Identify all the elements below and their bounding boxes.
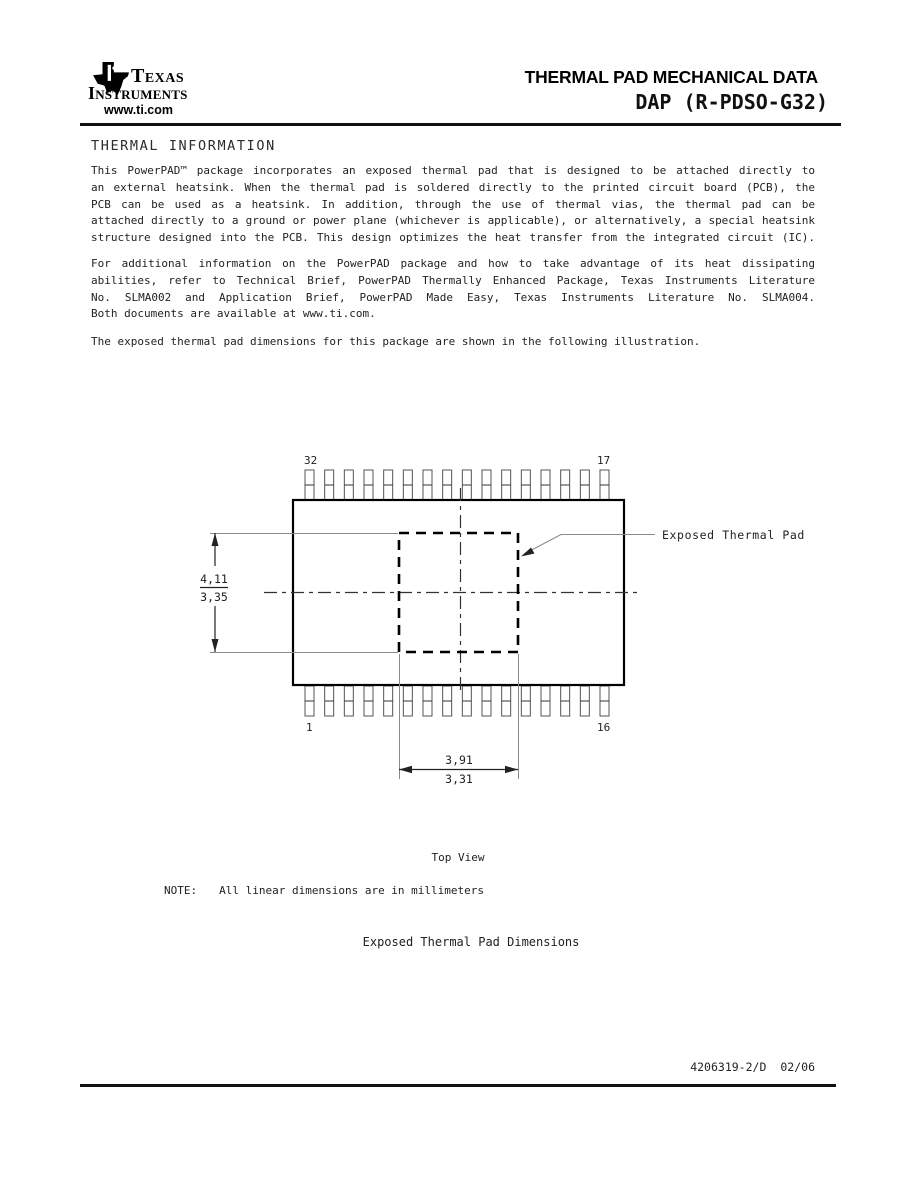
paragraph-line: This PowerPAD™ package incorporates an exposed thermal pad that is designed to be attached directly to: [91, 164, 815, 177]
note-label: NOTE:: [164, 884, 198, 897]
section-heading: THERMAL INFORMATION: [91, 138, 276, 154]
paragraph-line: PCB can be used as a heatsink. In addition, through the use of thermal vias, the thermal pad can be: [91, 197, 815, 211]
pin-label-bottom-right: 16: [597, 721, 611, 734]
horizontal-dim-min: 3,31: [445, 772, 473, 786]
page-title: THERMAL PAD MECHANICAL DATA: [524, 67, 818, 87]
note-text: All linear dimensions are in millimeters: [219, 884, 485, 897]
bottom-pin-row: [305, 686, 609, 716]
paragraph-thermal-pad: [91, 163, 815, 247]
logo-url: www.ti.com: [104, 103, 173, 117]
horizontal-dimension: [399, 753, 518, 786]
view-label: Top View: [431, 851, 485, 864]
pin-label-bottom-left: 1: [306, 721, 313, 734]
paragraph-line: Both documents are available at www.ti.com.: [91, 307, 376, 321]
logo-brand-top: Texas: [131, 65, 185, 87]
paragraph-illustration-note: The exposed thermal pad dimensions for this package are shown in the following illustration.: [91, 335, 701, 348]
arrow-up-icon: [212, 533, 219, 546]
header-rule: [80, 123, 841, 126]
vertical-dim-min: 3,35: [200, 590, 228, 604]
figure-caption: Exposed Thermal Pad Dimensions: [362, 935, 580, 949]
top-pin-row: [305, 470, 609, 500]
pin-label-top-left: 32: [304, 454, 318, 467]
paragraph-line: For additional information on the PowerPAD package and how to take advantage of its heat dissipating: [91, 257, 815, 270]
drawing-note: [164, 884, 484, 897]
package-code: DAP (R-PDSO-G32): [635, 90, 828, 114]
paragraph-line: No. SLMA002 and Application Brief, PowerPAD Made Easy, Texas Instruments Literature No. SLMA004.: [91, 290, 815, 304]
arrow-down-icon: [212, 639, 219, 652]
document-number: [690, 1060, 815, 1074]
logo-brand-bottom: Instruments: [88, 83, 188, 103]
paragraph-additional-info: [91, 256, 815, 323]
footer-rule: [80, 1084, 836, 1087]
doc-date: 02/06: [780, 1060, 815, 1074]
horizontal-dim-max: 3,91: [445, 753, 473, 767]
doc-code: 4206319-2/D: [690, 1060, 767, 1074]
arrow-right-icon: [505, 766, 518, 773]
paragraph-line: structure designed into the PCB. This design optimizes the heat transfer from the integrated circuit (IC).: [91, 231, 815, 245]
pin-label-top-right: 17: [597, 454, 611, 467]
vertical-dim-max: 4,11: [200, 572, 228, 586]
pad-label: Exposed Thermal Pad: [662, 528, 805, 542]
paragraph-line: an external heatsink. When the thermal pad is soldered directly to the printed circuit board (PCB), the: [91, 180, 815, 194]
arrow-left-icon: [399, 766, 412, 773]
paragraph-line: abilities, refer to Technical Brief, PowerPAD Thermally Enhanced Package, Texas Instruments Literature: [91, 273, 815, 287]
vertical-dimension: [200, 533, 228, 652]
package-drawing: [150, 430, 850, 820]
paragraph-line: attached directly to a ground or power plane (whichever is applicable), or alternatively, a special heatsink: [91, 214, 815, 228]
